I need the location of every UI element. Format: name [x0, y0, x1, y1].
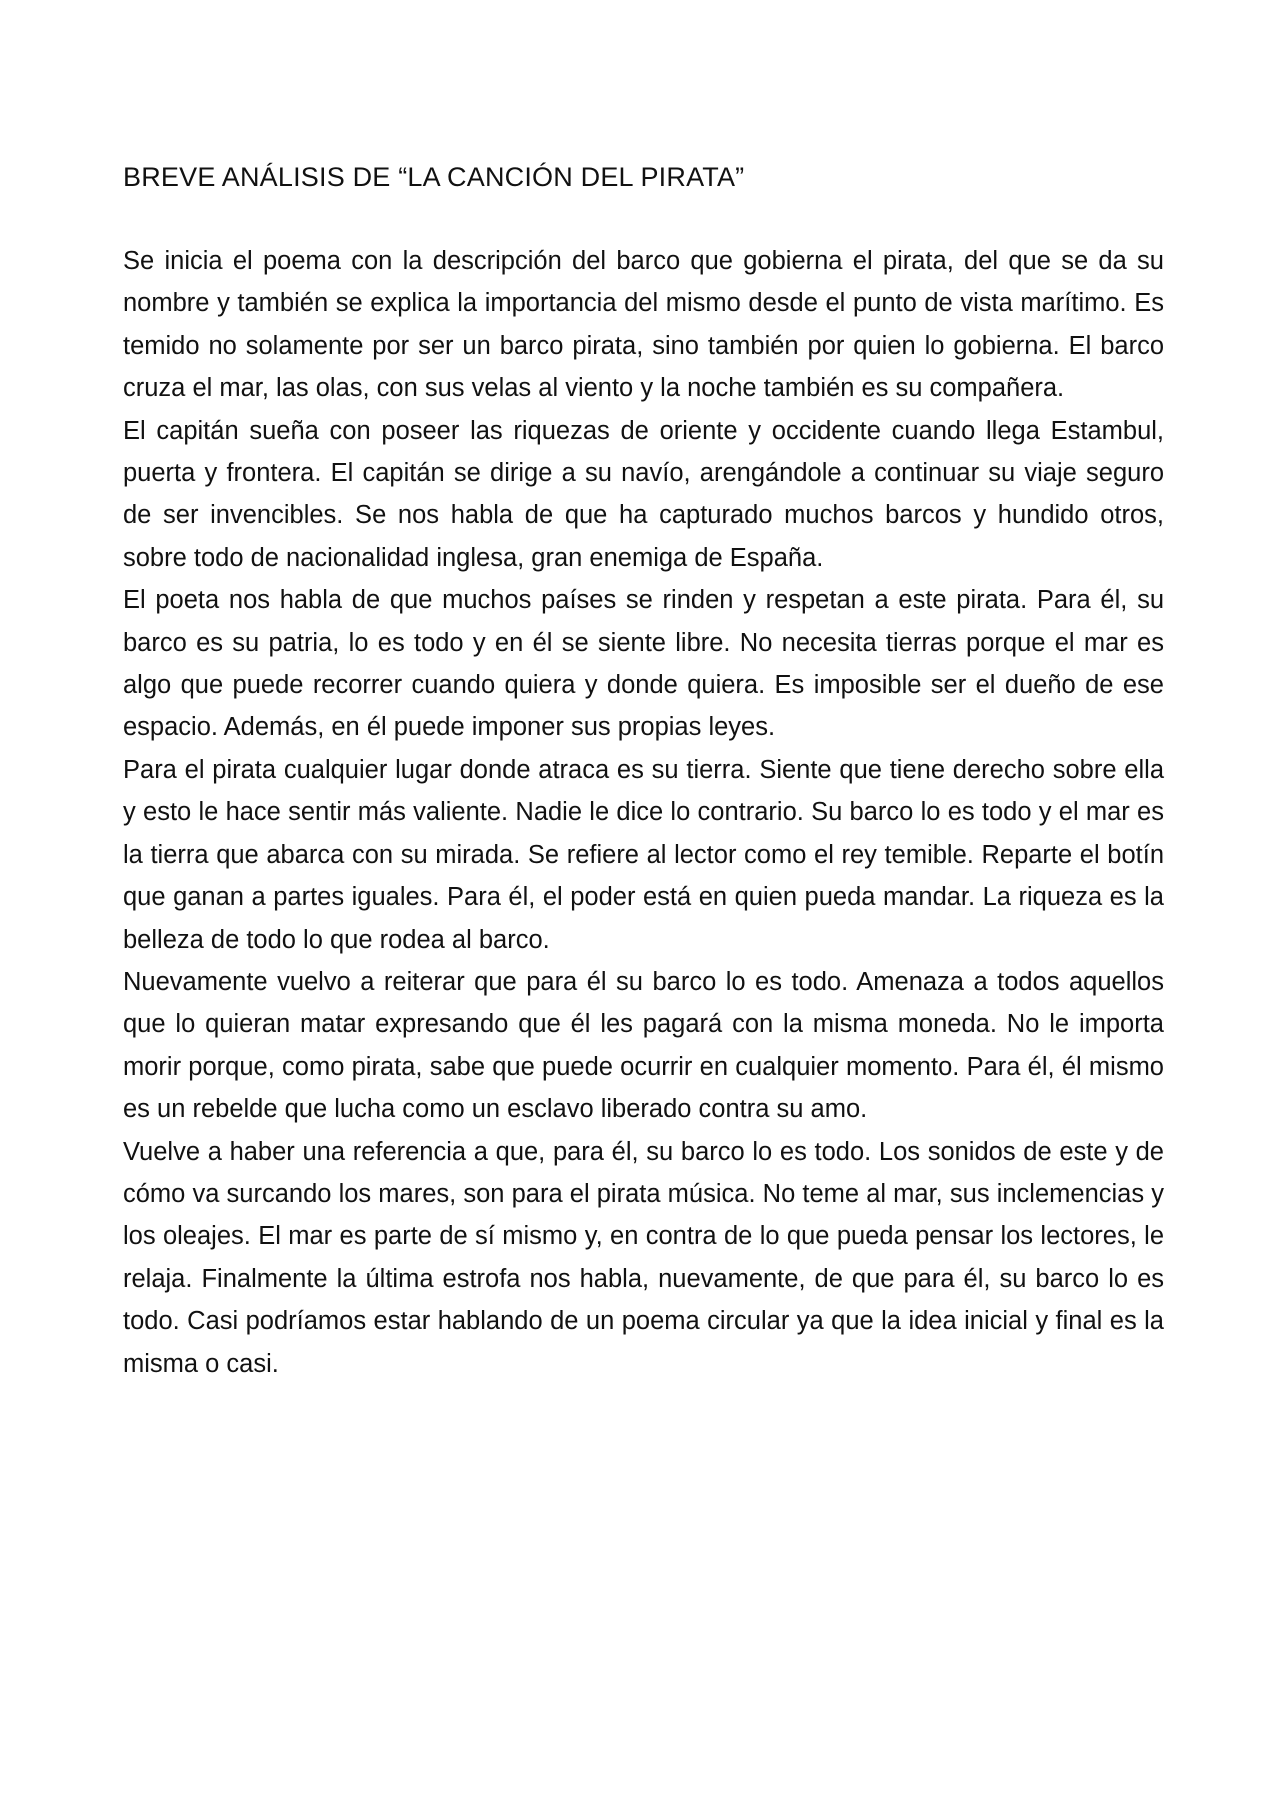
paragraph-5: Nuevamente vuelvo a reiterar que para él su barco lo es todo. Amenaza a todos aquellos que lo quieran matar expresando que él les pagará con la misma moneda. No le importa morir porque, como pirata, sabe que puede ocurrir en cualquier momento. Para él, él mismo es un rebelde que lucha como un esclavo liberado contra su amo.	[123, 967, 1164, 1124]
paragraph-2: El capitán sueña con poseer las riquezas de oriente y occidente cuando llega Estambul, puerta y frontera. El capitán se dirige a su navío, arengándole a continuar su viaje seguro de ser invencibles. Se nos habla de que ha capturado muchos barcos y hundido otros, sobre todo de nacionalidad inglesa, gran enemiga de España.	[123, 416, 1164, 572]
paragraph-4: Para el pirata cualquier lugar donde atraca es su tierra. Siente que tiene derecho sobre ella y esto le hace sentir más valiente. Nadie le dice lo contrario. Su barco lo es todo y el mar es la tierra que abarca con su mirada. Se refiere al lector como el rey temible. Reparte el botín que ganan a partes iguales. Para él, el poder está en quien pueda mandar. La riqueza es la belleza de todo lo que rodea al barco.	[123, 755, 1164, 954]
paragraph-6: Vuelve a haber una referencia a que, para él, su barco lo es todo. Los sonidos de este y de cómo va surcando los mares, son para el pirata música. No teme al mar, sus inclemencias y los oleajes. El mar es parte de sí mismo y, en contra de lo que pueda pensar los lectores, le relaja. Finalmente la última estrofa nos habla, nuevamente, de que para él, su barco lo es todo. Casi podríamos estar hablando de un poema circular ya que la idea inicial y final es la misma o casi.	[123, 1137, 1164, 1378]
paragraph-1: Se inicia el poema con la descripción del barco que gobierna el pirata, del que se da su nombre y también se explica la importancia del mismo desde el punto de vista marítimo. Es temido no solamente por ser un barco pirata, sino también por quien lo gobierna. El barco cruza el mar, las olas, con sus velas al viento y la noche también es su compañera.	[123, 247, 1164, 403]
paragraph-3: El poeta nos habla de que muchos países se rinden y respetan a este pirata. Para él, su barco es su patria, lo es todo y en él se siente libre. No necesita tierras porque el mar es algo que puede recorrer cuando quiera y donde quiera. Es imposible ser el dueño de ese espacio. Además, en él puede imponer sus propias leyes.	[123, 586, 1164, 742]
document-body	[123, 156, 1164, 1385]
document-title: BREVE ANÁLISIS DE “LA CANCIÓN DEL PIRATA”	[123, 162, 745, 192]
